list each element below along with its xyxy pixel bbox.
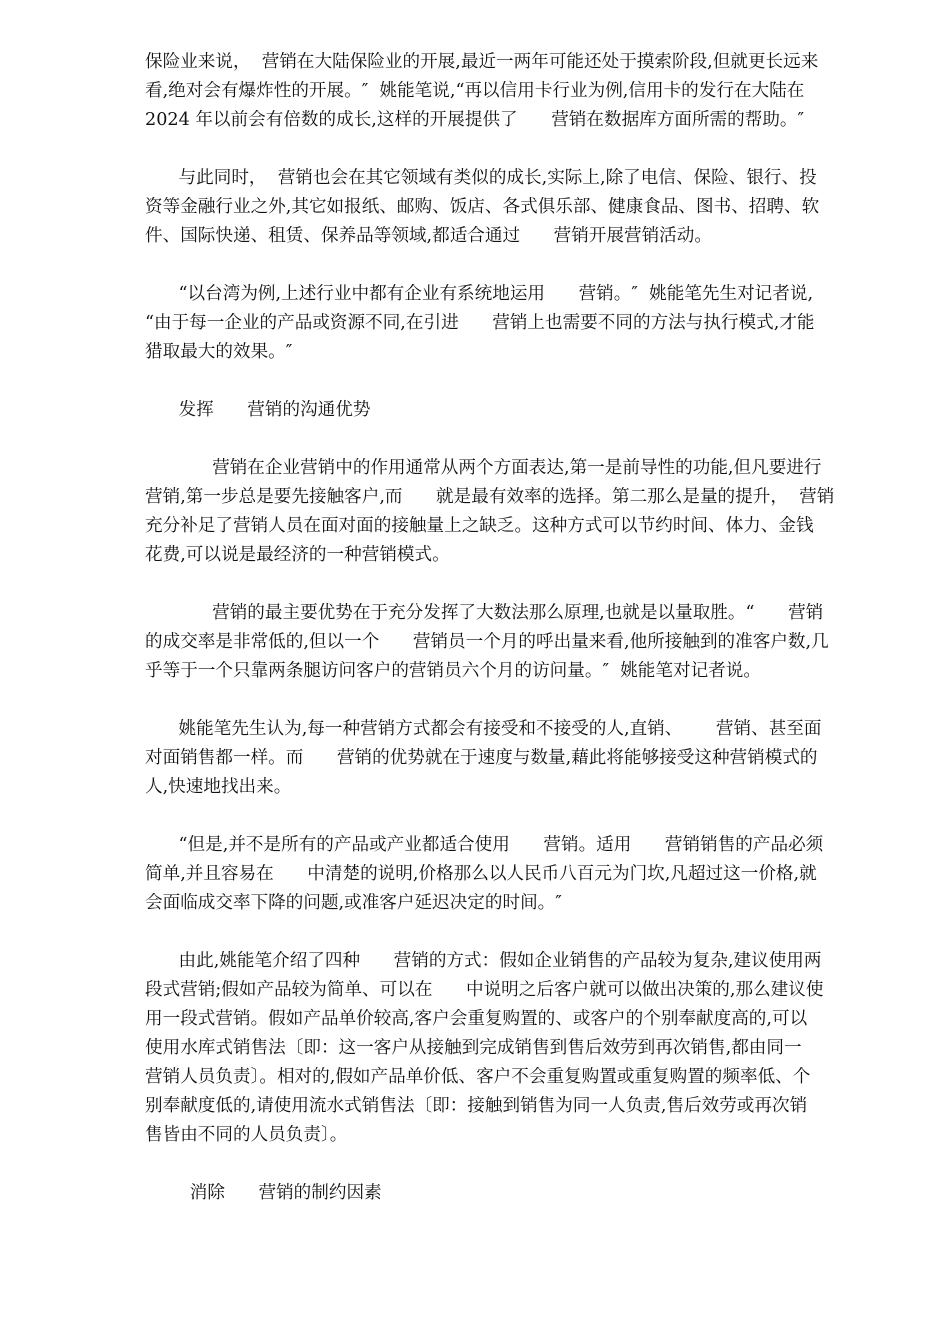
text-line: 段式营销;假如产品较为简单、可以在 中说明之后客户就可以做出决策的,那么建议使 — [145, 980, 824, 1000]
text-line: 对面销售都一样。而 营销的优势就在于速度与数量,藉此将能够接受这种营销模式的 — [145, 748, 818, 768]
text-line: 营销,第一步总是要先接触客户,而 就是最有效率的选择。第二那么是量的提升， 营销 — [145, 487, 835, 507]
text-line: 充分补足了营销人员在面对面的接触量上之缺乏。这种方式可以节约时间、体力、金钱 — [145, 516, 814, 536]
text-line: 营销在企业营销中的作用通常从两个方面表达,第一是前导性的功能,但凡要进行 — [145, 458, 822, 478]
text-line: 2024 年以前会有倍数的成长,这样的开展提供了 营销在数据库方面所需的帮助。″ — [145, 110, 805, 130]
text-line: “但是,并不是所有的产品或产业都适合使用 营销。适用 营销销售的产品必须 — [145, 835, 824, 855]
text-line: 营销的最主要优势在于充分发挥了大数法那么原理,也就是以量取胜。“ 营销 — [145, 603, 824, 623]
text-line: 资等金融行业之外,其它如报纸、邮购、饭店、各式俱乐部、健康食品、图书、招聘、软 — [145, 197, 820, 217]
text-line: 猎取最大的效果。″ — [145, 342, 293, 362]
text-line: 看,绝对会有爆炸性的开展。″ 姚能笔说,“再以信用卡行业为例,信用卡的发行在大陆在 — [145, 81, 805, 101]
text-line: 会面临成交率下降的问题,或准客户延迟决定的时间。″ — [145, 893, 562, 913]
text-line: 姚能笔先生认为,每一种营销方式都会有接受和不接受的人,直销、 营销、甚至面 — [145, 719, 822, 739]
text-line: 件、国际快递、租赁、保养品等领域,都适合通过 营销开展营销活动。 — [145, 226, 712, 246]
text-line: “由于每一企业的产品或资源不同,在引进 营销上也需要不同的方法与执行模式,才能 — [145, 313, 815, 333]
text-line: “以台湾为例,上述行业中都有企业有系统地运用 营销。″ 姚能笔先生对记者说, — [145, 284, 814, 304]
text-line: 简单,并且容易在 中清楚的说明,价格那么以人民币八百元为门坎,凡超过这一价格,就 — [145, 864, 817, 884]
text-line: 别奉献度低的,请使用流水式销售法〔即：接触到销售为同一人负责,售后效劳或再次销 — [145, 1096, 808, 1116]
text-line: 的成交率是非常低的,但以一个 营销员一个月的呼出量来看,他所接触到的准客户数,几 — [145, 632, 829, 652]
text-line: 保险业来说， 营销在大陆保险业的开展,最近一两年可能还处于摸索阶段,但就更长远来 — [145, 52, 819, 72]
text-line: 由此,姚能笔介绍了四种 营销的方式：假如企业销售的产品较为复杂,建议使用两 — [145, 951, 822, 971]
text-line: 营销人员负责〕。相对的,假如产品单价低、客户不会重复购置或重复购置的频率低、个 — [145, 1067, 811, 1087]
section-heading: 消除 营销的制约因素 — [145, 1183, 382, 1203]
text-line: 用一段式营销。假如产品单价较高,客户会重复购置的、或客户的个别奉献度高的,可以 — [145, 1009, 808, 1029]
section-heading: 发挥 营销的沟通优势 — [145, 400, 371, 420]
text-line: 与此同时， 营销也会在其它领域有类似的成长,实际上,除了电信、保险、银行、投 — [145, 168, 817, 188]
text-line: 花费,可以说是最经济的一种营销模式。 — [145, 545, 450, 565]
text-line: 人,快速地找出来。 — [145, 777, 292, 797]
text-line: 乎等于一个只靠两条腿访问客户的营销员六个月的访问量。″ 姚能笔对记者说。 — [145, 661, 761, 681]
text-line: 售皆由不同的人员负责〕。 — [145, 1125, 348, 1145]
text-line: 使用水库式销售法〔即：这一客户从接触到完成销售到售后效劳到再次销售,都由同一 — [145, 1038, 802, 1058]
